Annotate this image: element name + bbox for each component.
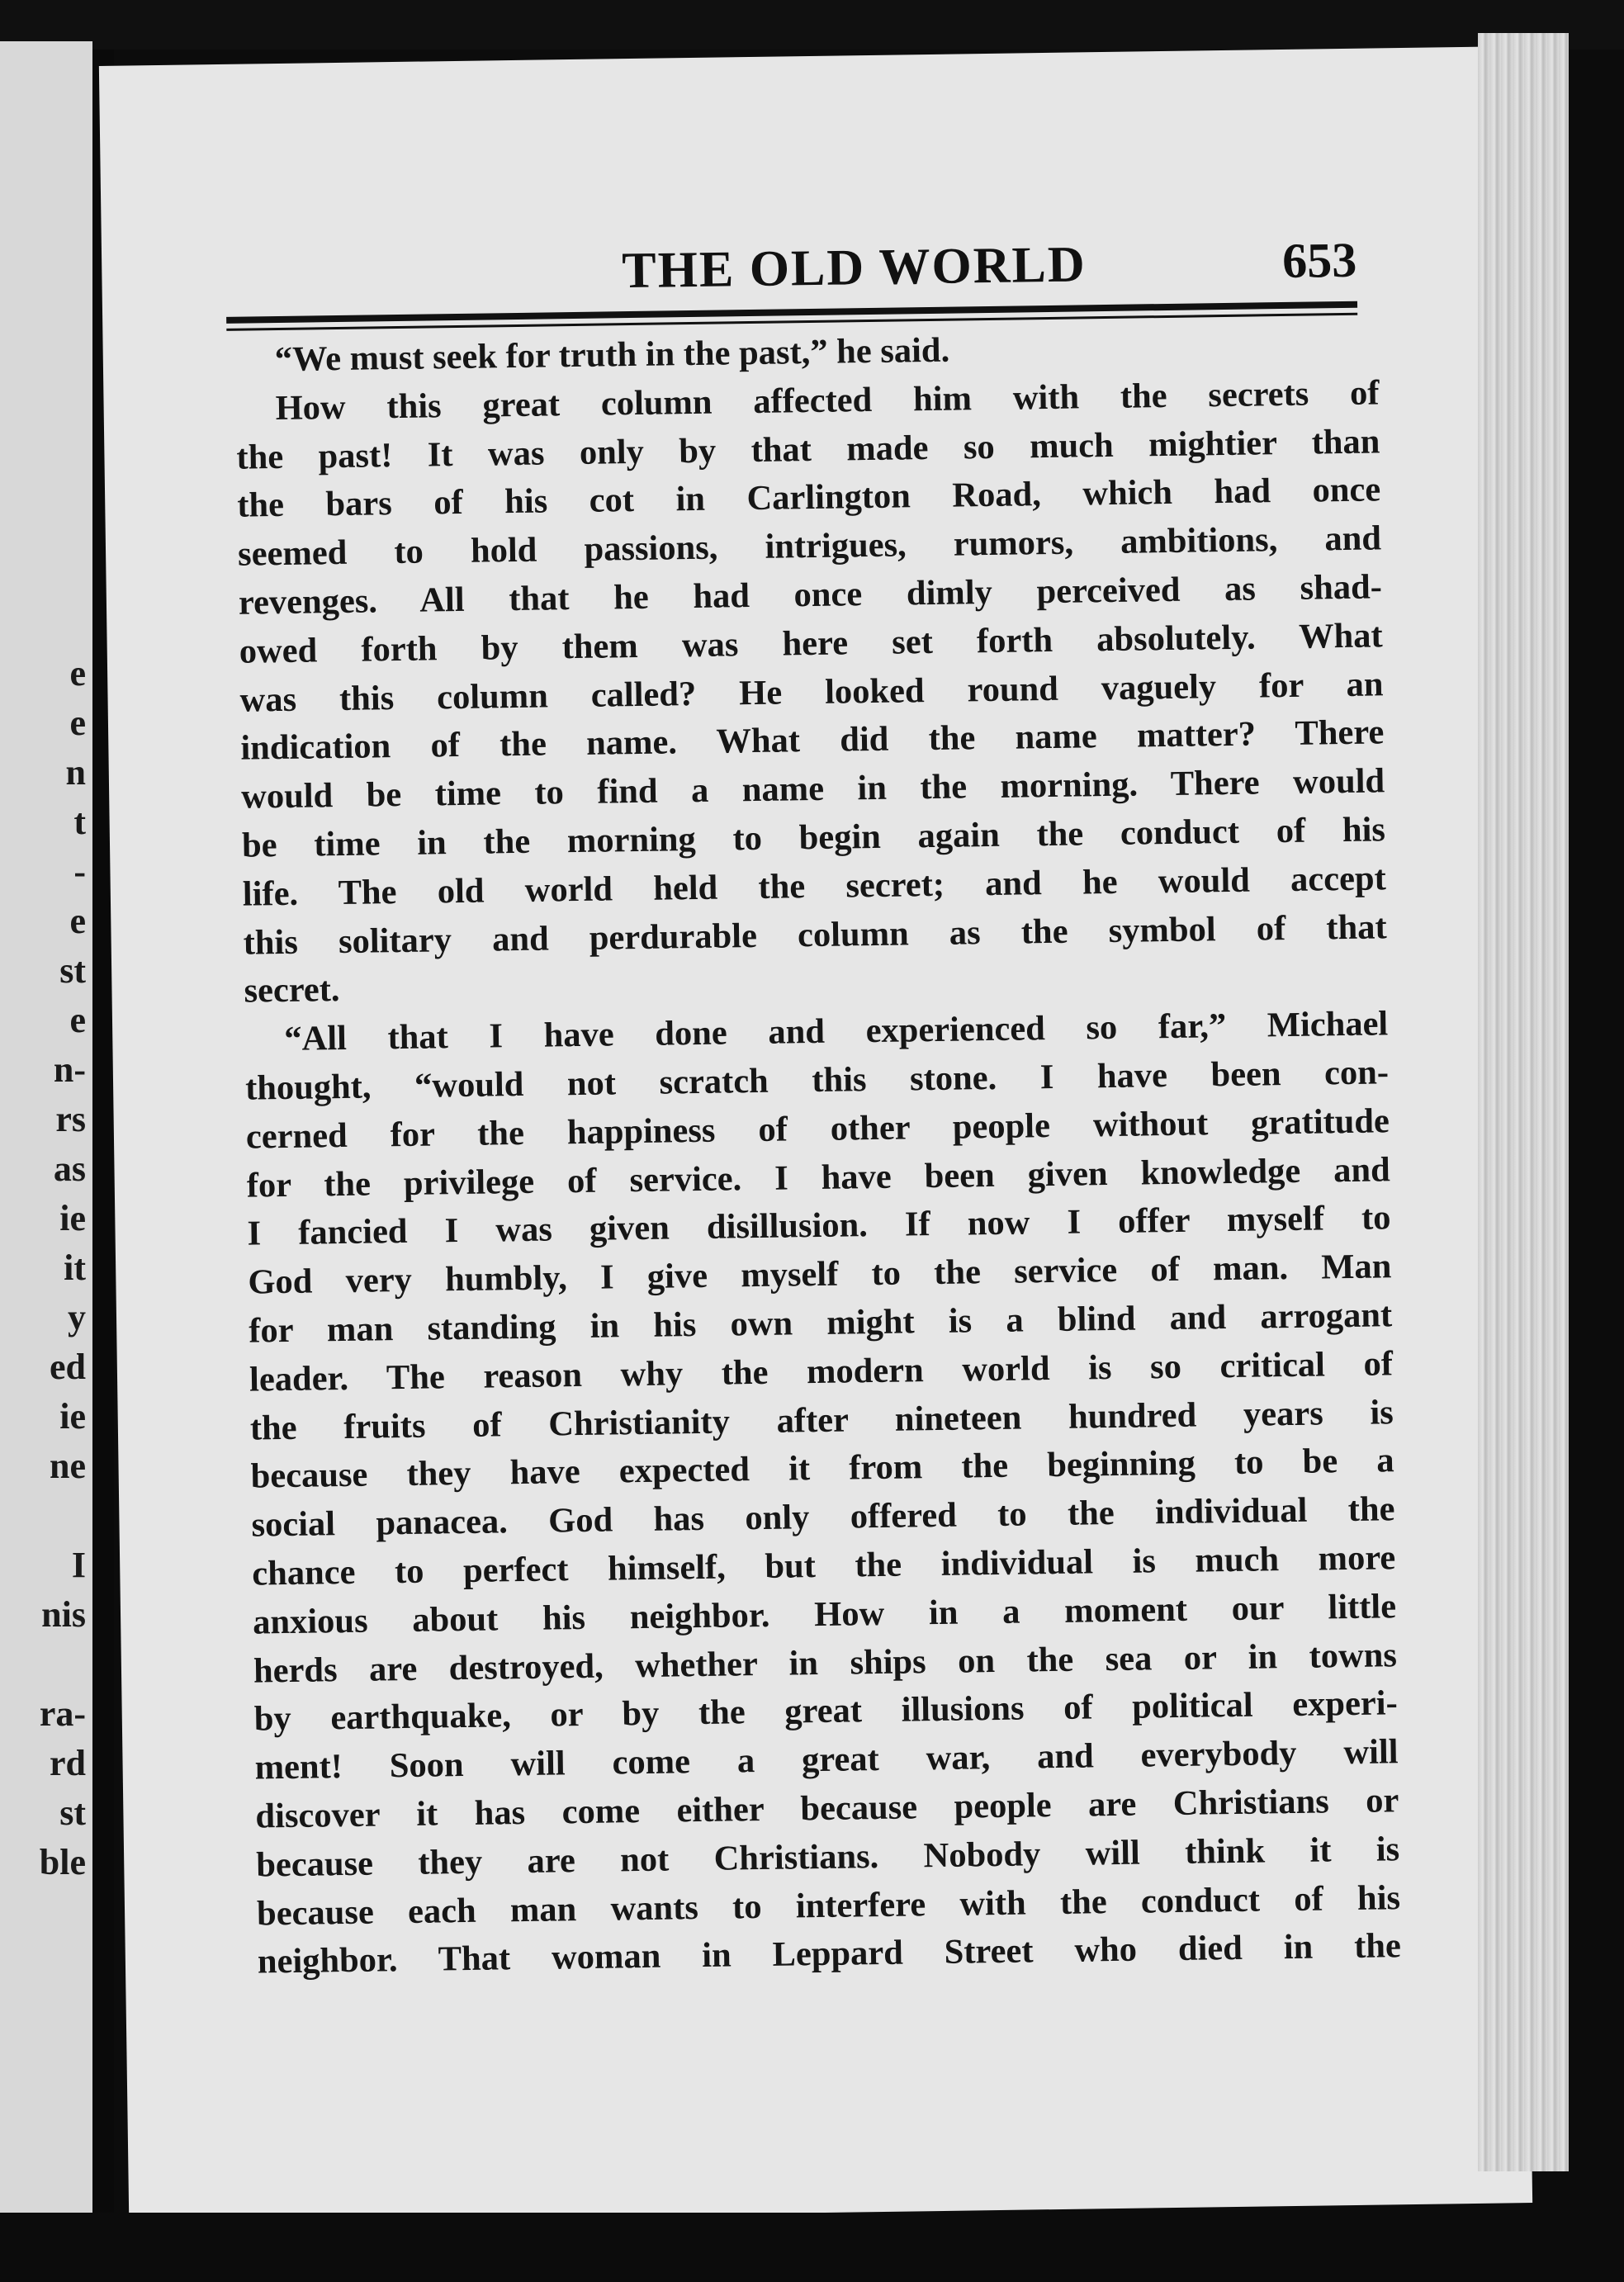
text-line: chance to perfect himself, but the individual is much more (252, 1538, 1396, 1593)
text-line: herds are destroyed, whether in ships on the sea or in towns (253, 1635, 1398, 1691)
text-line: would be time to find a name in the morning. There would (240, 761, 1385, 817)
facing-page-text: st (59, 1792, 86, 1833)
text-line: secret. (244, 970, 340, 1011)
text-line: the fruits of Christianity after nineteen hundred years is (249, 1392, 1394, 1448)
text-line: indication of the name. What did the name matter? There (240, 713, 1385, 769)
facing-page-text: e (69, 901, 86, 941)
text-line: the past! It was only by that made so much mightier than (236, 421, 1380, 477)
text-line: for man standing in his own might is a blind and arrogant (248, 1295, 1393, 1351)
facing-page-text: e (69, 653, 86, 694)
text-line: because they have expected it from the beginning to be a (250, 1441, 1394, 1496)
facing-page-text: it (64, 1248, 86, 1288)
text-line: owed forth by them was here set forth absolutely. What (239, 616, 1383, 671)
text-line: leader. The reason why the modern world is so critical of (249, 1344, 1394, 1399)
facing-page-text: t (73, 802, 86, 842)
text-line: neighbor. That woman in Leppard Street who died in the (257, 1926, 1402, 1981)
facing-page-text: n- (53, 1049, 86, 1090)
facing-page-text: ra- (39, 1693, 86, 1734)
facing-page-text: ble (39, 1842, 86, 1882)
facing-page-text: ne (50, 1446, 86, 1486)
facing-page-text: n (65, 752, 86, 793)
scan-border-top (0, 0, 1624, 50)
text-line: seemed to hold passions, intrigues, rumors, ambitions, and (237, 518, 1382, 574)
facing-page-text: ie (59, 1396, 86, 1437)
text-line: be time in the morning to begin again the conduct of his (241, 810, 1386, 865)
running-title: THE OLD WORLD (621, 236, 1087, 300)
text-line: How this great column affected him with the secrets of (275, 373, 1380, 428)
facing-page-text: I (71, 1545, 86, 1585)
facing-page-text: ed (50, 1347, 86, 1387)
text-line: life. The old world held the secret; and he would accept (242, 859, 1387, 914)
text-line: cerned for the happiness of other people without gratitude (245, 1101, 1390, 1157)
text-line: I fancied I was given disillusion. If now I offer myself to (247, 1198, 1391, 1253)
facing-page-text: - (73, 851, 86, 892)
text-line: the bars of his cot in Carlington Road, which had once (236, 470, 1381, 526)
facing-page-text: nis (41, 1594, 86, 1635)
facing-page-text: e (69, 703, 86, 743)
text-line: was this column called? He looked round vaguely for an (239, 664, 1384, 720)
facing-page-text: y (68, 1297, 86, 1337)
facing-page-text: as (53, 1148, 86, 1189)
text-line: discover it has come either because people are Christians or (255, 1781, 1399, 1836)
text-line: thought, “would not scratch this stone. I have been con- (244, 1053, 1390, 1108)
text-line: God very humbly, I give myself to the service of man. Man (248, 1247, 1392, 1302)
facing-page-text: rs (55, 1099, 86, 1139)
text-line: by earthquake, or by the great illusions of political experi- (253, 1683, 1399, 1739)
book-page (99, 46, 1532, 2222)
facing-page-text: ie (59, 1198, 86, 1238)
facing-page-text: e (69, 1000, 86, 1040)
facing-page-fragment (0, 41, 92, 2213)
body-text (234, 320, 1401, 1986)
facing-page-text: st (59, 950, 86, 991)
text-line: because each man wants to interfere with the conduct of his (256, 1877, 1401, 1934)
text-line: revenges. All that he had once dimly perceived as shad- (238, 567, 1383, 623)
text-line: “We must seek for truth in the past,” he said. (274, 330, 950, 380)
text-line: for the privilege of service. I have been given knowledge and (246, 1149, 1390, 1205)
text-line: anxious about his neighbor. How in a moment our little (252, 1586, 1397, 1642)
page-number: 653 (1281, 232, 1357, 289)
text-line: because they are not Christians. Nobody will think it is (255, 1829, 1400, 1885)
facing-page-text: rd (50, 1743, 86, 1783)
text-line: ment! Soon will come a great war, and everybody will (254, 1732, 1399, 1787)
page-header (225, 181, 1357, 300)
text-line: social panacea. God has only offered to the individual the (251, 1489, 1395, 1545)
text-line: “All that I have done and experienced so far,” Michael (283, 1004, 1389, 1059)
scan-border-bottom (0, 2213, 1624, 2282)
page-edges (1478, 33, 1569, 2171)
text-line: this solitary and perdurable column as the symbol of that (243, 907, 1387, 963)
